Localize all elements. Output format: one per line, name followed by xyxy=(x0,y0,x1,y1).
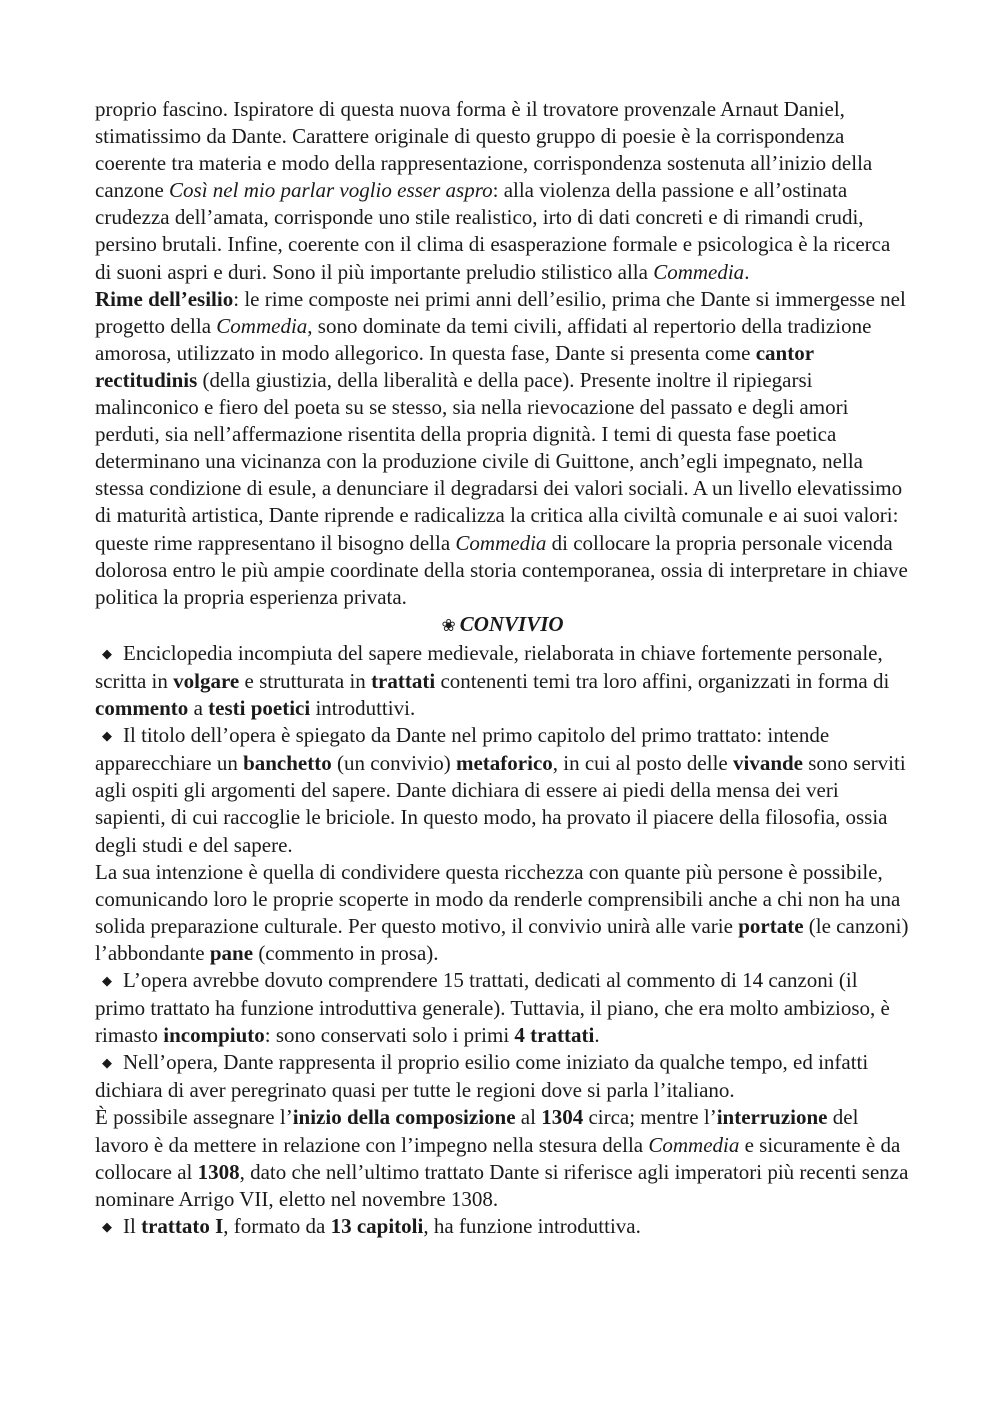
text-run: (della giustizia, della liberalità e della pace). Presente inoltre il ripiegarsi malinconico e fiero del poeta su se stesso, sia nella rievocazione del passato e degli amori perduti, sia nell’affermazione risentita della propria dignità. I temi di questa fase poetica determinano una vicinanza con la produzione civile di Guittone, anch’egli impegnato, nella stessa condizione di esule, a denunciare il degradarsi dei valori sociali. A un livello elevatissimo di maturità artistica, Dante riprende e radicalizza la critica alla civiltà comunale e ai suoi valori: queste rime rappresentano il bisogno della xyxy=(95,367,903,555)
text-run: introduttivi. xyxy=(310,696,416,721)
text-run: sono serviti agli ospiti gli argomenti del sapere. Dante dichiara di essere ai piedi della mensa dei veri sapienti, di cui raccoglie le briciole. In questo modo, ha provato il piacere della filosofia, ossia degli studi e del sapere. xyxy=(95,751,906,857)
text-run: contenenti temi tra loro affini, organizzati in forma di xyxy=(435,668,890,693)
text-run: di collocare la propria personale vicenda dolorosa entro le più ampie coordinate della storia contemporanea, ossia di interpretare in chiave politica la propria esperienza privata. xyxy=(95,530,908,609)
bold-term: volgare xyxy=(173,668,240,693)
italic-title: Così nel mio parlar voglio esser aspro xyxy=(169,178,493,203)
diamond-bullet-icon: ◆ xyxy=(102,1219,112,1235)
bold-term: portate xyxy=(738,913,804,938)
text-run: Il xyxy=(123,1213,142,1238)
bullet-item-titolo xyxy=(95,722,910,858)
bullet-item-enciclopedia xyxy=(95,640,910,722)
text-run: . xyxy=(594,1023,600,1048)
bold-term: commento xyxy=(95,696,189,721)
text-run: (un convivio) xyxy=(331,751,456,776)
italic-title: Commedia xyxy=(648,1132,740,1157)
text-run: Il titolo dell’opera è spiegato da Dante nel primo capitolo del primo trattato: intende apparecchiare un xyxy=(95,723,830,776)
bold-term: trattato I xyxy=(141,1213,224,1238)
text-run: al xyxy=(515,1105,542,1130)
text-run: : le rime composte nei primi anni dell’esilio, prima che Dante si immergesse nel progetto della xyxy=(95,286,906,338)
text-run: , in cui al posto delle xyxy=(552,751,733,776)
text-run: a xyxy=(188,696,209,721)
diamond-bullet-icon: ◆ xyxy=(102,646,112,662)
text-run: del lavoro è da mettere in relazione con l’impegno nella stesura della xyxy=(95,1105,859,1157)
text-run: , ha funzione introduttiva. xyxy=(423,1213,641,1238)
diamond-bullet-icon: ◆ xyxy=(102,974,112,989)
text-run: , dato che nell’ultimo trattato Dante si riferisce agli imperatori più recenti senza nominare Arrigo VII, eletto nel novembre 1308. xyxy=(95,1159,909,1211)
diamond-bullet-icon: ◆ xyxy=(102,1056,112,1072)
italic-title: Commedia xyxy=(216,313,308,338)
heading-text: CONVIVIO xyxy=(459,611,564,636)
diamond-bullet-icon: ◆ xyxy=(102,729,112,745)
bold-term: trattati xyxy=(371,668,436,693)
text-run: L’opera avrebbe dovuto comprendere 15 trattati, dedicati al commento di 14 canzoni (il primo trattato ha funzione introduttiva generale). Tuttavia, il piano, che era molto ambizioso, è rimasto xyxy=(95,968,890,1048)
bullet-item-trattato-i xyxy=(95,1213,910,1241)
bold-term: 1308 xyxy=(197,1159,240,1184)
text-run: . xyxy=(744,259,750,284)
bold-term: interruzione xyxy=(716,1105,828,1130)
text-run: (commento in prosa). xyxy=(253,940,439,965)
bold-term: 4 trattati xyxy=(514,1023,595,1048)
bold-term: Rime dell’esilio xyxy=(95,286,234,311)
paragraph-datazione xyxy=(95,1104,910,1212)
italic-title: Commedia xyxy=(653,259,745,284)
bold-term: inizio della composizione xyxy=(292,1105,516,1130)
text-run: : sono conservati solo i primi xyxy=(264,1023,515,1048)
text-run: La sua intenzione è quella di condividere questa ricchezza con quante più persone è possibile, comunicando loro le proprie scoperte in modo da renderle comprensibili anche a chi non ha una solida preparazione culturale. Per questo motivo, il convivio unirà alle varie xyxy=(95,859,901,938)
paragraph-rime-esilio xyxy=(95,286,910,611)
document-page xyxy=(95,96,910,1241)
text-run: È possibile assegnare l’ xyxy=(95,1105,293,1130)
text-run: circa; mentre l’ xyxy=(583,1105,717,1130)
text-run: , formato da xyxy=(223,1213,331,1238)
paragraph-intenzione xyxy=(95,859,910,967)
text-run: : alla violenza della passione e all’ostinata crudezza dell’amata, corrisponde uno stile realistico, irto di dati concreti e di rimandi crudi, persino brutali. Infine, coerente con il clima di esasperazione formale e psicologica è la ricerca di suoni aspri e duri. Sono il più importante preludio stilistico alla xyxy=(95,178,891,284)
text-run: (le canzoni) l’abbondante xyxy=(95,913,909,965)
bullet-item-esilio xyxy=(95,1049,910,1104)
bold-term: cantor rectitudinis xyxy=(95,340,814,392)
bold-term: 13 capitoli xyxy=(330,1213,424,1238)
bold-term: banchetto xyxy=(243,751,332,776)
italic-title: Commedia xyxy=(455,530,547,555)
flower-icon: ❀ xyxy=(441,615,456,636)
bold-term: pane xyxy=(209,940,254,965)
text-run: Nell’opera, Dante rappresenta il proprio esilio come iniziato da qualche tempo, ed infatti dichiara di aver peregrinato quasi per tutte le regioni dove si parla l’italiano. xyxy=(95,1050,869,1103)
text-run: e sicuramente è da collocare al xyxy=(95,1132,901,1184)
paragraph-aspre-rime-continuation xyxy=(95,96,910,286)
bold-term: vivande xyxy=(732,751,803,776)
bullet-item-struttura xyxy=(95,967,910,1049)
text-run: Enciclopedia incompiuta del sapere medievale, rielaborata in chiave fortemente personale, scritta in xyxy=(95,640,883,693)
text-run: , sono dominate da temi civili, affidati al repertorio della tradizione amorosa, utilizzato in modo allegorico. In questa fase, Dante si presenta come xyxy=(95,313,872,365)
bold-term: 1304 xyxy=(541,1105,584,1130)
bold-term: incompiuto xyxy=(163,1023,265,1048)
text-run: e strutturata in xyxy=(239,668,372,693)
bold-term: testi poetici xyxy=(208,696,311,721)
section-heading-convivio xyxy=(95,611,910,640)
bold-term: metaforico xyxy=(455,751,553,776)
text-run: proprio fascino. Ispiratore di questa nuova forma è il trovatore provenzale Arnaut Daniel, stimatissimo da Dante. Carattere originale di questo gruppo di poesie è la corrispondenza coerente tra materia e modo della rappresentazione, corrispondenza sostenuta all’inizio della canzone xyxy=(95,97,873,203)
